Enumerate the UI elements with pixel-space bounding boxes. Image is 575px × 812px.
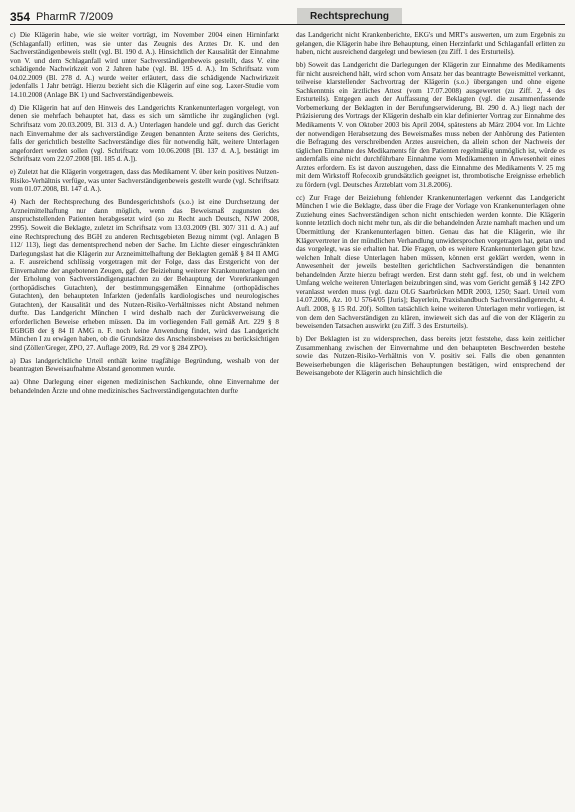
- paragraph: a) Das landgerichtliche Urteil enthält keine tragfähige Begründung, weshalb von der beantragten Beweisaufnahme Abstand genommen wurde.: [10, 356, 279, 374]
- paragraph: 4) Nach der Rechtsprechung des Bundesgerichtshofs (s.o.) ist eine Durchsetzung der Arzneimittelhaftung nur dann möglich, wenn das Beweismaß zugunsten des anspruchstellenden Patienten herabgesetzt wird (so zu Recht auch Deutsch, NJW 2008, 2995). Soweit die Beklagte, zuletzt im Schriftsatz vom 13.03.2009 (Bl. 307/ 311 d. A.) auf eine Rechtsprechung des BGH zu anderen Rechtsgebieten Bezug nimmt (vgl. Anlagen B 112/ 113), liegt das dementsprechend neben der Sache. Im Lichte dieser eingeschränkten Darlegungslast hat die Klägerin zur Arzneimittelhaftung der Beklagten gemäß § 84 II AMG a. F. ausreichend schlüssig vorgetragen mit der Folge, dass das Erstgericht von der Einvernahme der angebotenen Zeugen, ggf. der Beiziehung weiterer Krankenunterlagen und der Erholung von Sachverständigengutachten zu der Behauptung der Vorerkrankungen (orthopädisches Gutachten), der bestimmungsgemäßen Einnahme (orthopädisches Gutachten), den behaupteten Infarkten (jedenfalls kardiologisches und neurologisches Gutachten), der Kausalität und des Nutzen-Risiko-Verhältnisses nicht Abstand nehmen durfte. Das Landgericht München I wird deshalb nach der Zurückverweisung die erforderlichen Beweise erheben müssen. Da im vorliegenden Fall gemäß Art. 229 § 8 EGBGB der § 84 II AMG n. F. noch keine Anwendung findet, wird das Landgericht München I zu erwägen haben, ob die Grundsätze des Anscheinsbeweises zu berücksichtigen sind (Zöller/Greger, ZPO, 27. Auflage 2009, Rd. 29 vor § 284 ZPO).: [10, 198, 279, 352]
- paragraph: aa) Ohne Darlegung einer eigenen medizinischen Sachkunde, ohne Einvernahme der behandelnden Ärzte und ohne medizinisches Sachverständigengutachten durfte: [10, 378, 279, 395]
- paragraph: c) Die Klägerin habe, wie sie weiter vorträgt, im November 2004 einen Hirninfarkt (Schlaganfall) erlitten, was sie unter das Zeugnis des Arztes Dr. K. und den Sachverständigenbeweis stellt (vgl. Bl. 190 d. A.). Hinsichtlich der Kausalität der Einnahme von V. und dem Schlaganfall wird unter Sachverständigenbeweis gestellt, dass V. eine schädigende Nachwirkzeit von 2 Jahren habe (vgl. Bl. 195 d. A.). Im Schriftsatz vom 04.02.2009 (Bl. 278 d. A.) wurde weiter erläutert, dass die schädigende Nachwirkzeit jedenfalls 1 Jahr beträgt. Hierzu bezieht sich die Klägerin auf eine sog. Laxer-Studie vom 14.10.2008 (Anlage BK 1) und Sachverständigenbeweis.: [10, 31, 279, 99]
- paragraph: das Landgericht nicht Krankenberichte, EKG's und MRT's auswerten, um zum Ergebnis zu gelangen, die Klägerin habe ihre Behauptung, einen Herzinfarkt und Schlaganfall erlitten zu haben, nicht ausreichend dargelegt und bewiesen (zu Ziff. 1 des Ersturteils).: [296, 31, 565, 57]
- section-title: Rechtsprechung: [310, 10, 389, 22]
- paragraph: d) Die Klägerin hat auf den Hinweis des Landgerichts Krankenunterlagen vorgelegt, von denen sie mehrfach behauptet hat, dass es sich um sämtliche ihr zugänglichen (vgl. Schriftsatz vom 20.03.2009, Bl. 313 d. A.) Unterlagen handele und ggf. durch das Gericht nach Einvernahme der als sachverständige Zeugen benannten Ärzte seitens des Gerichts, falls der gerichtlich bestellte Sachverständige dies für notwendig hält, weitere Unterlagen angefordert werden sollen (vgl. Schriftsatz vom 10.06.2008 [Bl. 137 d. A.], bestätigt im Schriftsatz vom 22.07.2008 [Bl. 185 d. A.]).: [10, 103, 279, 164]
- left-column: [10, 31, 279, 395]
- paragraph: bb) Soweit das Landgericht die Darlegungen der Klägerin zur Einnahme des Medikaments für nicht ausreichend hält, wird schon vom Ansatz her das beantragte Beweismittel verkannt, teilweise klarstellender Sachvortrag der Klägerin (s.o.) übergangen und ohne eigene Sachkenntnis ein ärztliches Attest (vom 17.07.2008) ausgewertet (zu Ziff. 2, 4 des Ersturteils). Entgegen auch der Auffassung der Beklagten (vgl. die zusammenfassende Vorbemerkung der Beklagten in der Berufungserwiderung, Bl. 290 d. A.) liegt nach der Präzisierung des Vortrags der Klägerin deshalb ein klar definierter Vortrag zur Einnahme des Medikaments V. von Oktober 2003 bis April 2004, spätestens ab März 2004 vor. Im Lichte der notwendigen Herabsetzung des Beweismaßes muss neben der Anhörung des Patienten die Befragung des verschreibenden Arztes ausreichen, da allein schon der Nachweis der täglichen Einnahme des Medikaments für den Patienten regelmäßig unmöglich ist, würde es andernfalls eine nicht durchführbare Einnahme vom Medikamenten in Anwesenheit eines Arztes erfordern. Es ist davon auszugehen, dass die Einnahme des Medikaments V. 25 mg mit dem Wirkstoff Rofecoxib grundsätzlich geeignet ist, thrombotische Ereignisse erheblich zu fördern (vgl. Deutsches Ärzteblatt vom 31.8.2006).: [296, 61, 565, 189]
- page-header: [10, 6, 565, 25]
- journal-issue: PharmR 7/2009: [36, 11, 114, 23]
- paragraph: b) Der Beklagten ist zu widersprechen, dass bereits jetzt feststehe, dass kein zeitlicher Zusammenhang zwischen der Einvernahme und den behaupteten Beschwerden bestehe sowie das Nutzen-Risiko-Verhältnis von V. positiv sei. Falls die oben genannten Beweiserhebungen die klägerischen Behauptungen bestätigen, wird entsprechend der Beweisangebote der Klägerin auch hinsichtlich die: [296, 335, 565, 378]
- section-tab: [297, 8, 402, 24]
- body-columns: [10, 31, 565, 395]
- page-number: 354: [10, 10, 31, 24]
- paragraph: cc) Zur Frage der Beiziehung fehlender Krankenunterlagen verkennt das Landgericht München I wie die Beklagte, dass über die Frage der Vorlage von Krankenunterlagen ohne Zuziehung eines Sachverständigen schon nicht entschieden werden konnte. Die Klägerin konnte letztlich doch nicht mehr tun, als dir die behandelnden Ärzte namhaft machen und um Übermittlung der Krankenunterlagen bitten. Genau das hat die Klägerin, wie ihr Klägervertreter in der mündlichen Verhandlung unwidersprochen vorgetragen hat, getan und das vorgelegt, was sie erhalten hat. Die Fragen, ob es weitere Krankenunterlagen gibt bzw. welchen Inhalt diese Unterlagen haben müssen, können erst geklärt werden, wenn in Anwesenheit der jeweils bestellten gerichtlichen Sachverständigen die benannten behandelnden Ärzte hierzu befragt werden. Erst dann steht ggf. fest, ob und in welchem Umfang welche weiteren Unterlagen beizubringen sind, was vom Gericht gemäß § 142 ZPO veranlasst werden muss (vgl. dazu OLG Saarbrücken MDR 2003, 1250; Saarl. Urteil vom 14.07.2006, Az. 10 U 5764/05 [Juris]; Bayerlein, Praxishandbuch Sachverständigenrecht, 4. Aufl. 2008, § 15 Rd. 20f). Sollten tatsächlich keine weiteren Unterlagen mehr vorliegen, ist von dem den Sachverständigen zu klären, inwieweit sich das auf die von der Klägerin zu beweisenden Tatsachen auswirkt (zu Ziff. 3 des Ersturteils).: [296, 193, 565, 331]
- paragraph: e) Zuletzt hat die Klägerin vorgetragen, dass das Medikament V. über kein positives Nutzen-Risiko-Verhältnis verfüge, was unter Sachverständigenbeweis gestellt wurde (vgl. Schriftsatz vom 01.07.2008, Bl. 147 d. A.).: [10, 168, 279, 194]
- right-column: [296, 31, 565, 395]
